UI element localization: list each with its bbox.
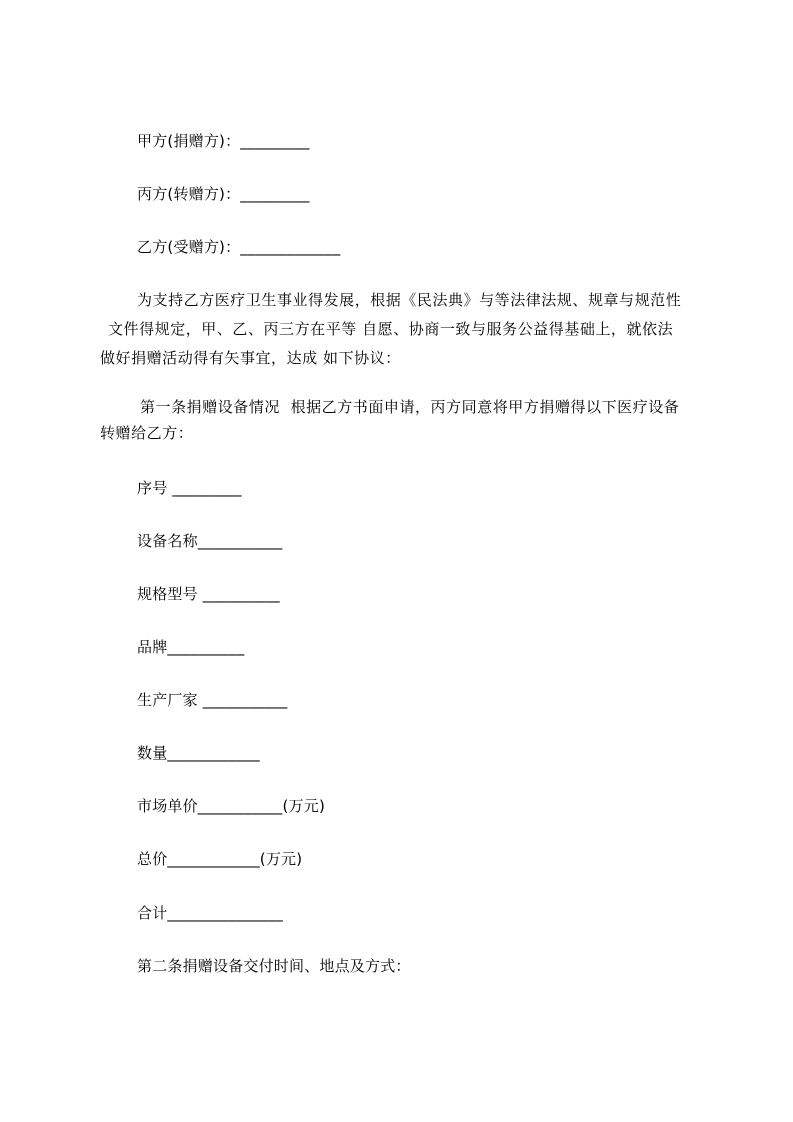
intro-paragraph [100,286,681,373]
intro-line-2: 文件得规定，甲、乙、丙三方在平等 自愿、协商一致与服务公益得基础上，就依法 [108,320,674,338]
field-brand: 品牌__________ [137,638,245,656]
party-b-line: 乙方(受赠方)：_____________ [137,238,341,256]
field-total-price: 总价____________(万元) [137,850,303,868]
article-2-title: 第二条捐赠设备交付时间、地点及方式： [137,957,411,975]
field-quantity: 数量____________ [137,744,260,762]
field-unit-price: 市场单价___________(万元) [137,797,326,815]
party-a-line: 甲方(捐赠方)：_________ [137,132,310,150]
party-c-line: 丙方(转赠方)：_________ [137,185,310,203]
field-sum: 合计_______________ [137,904,283,922]
intro-line-1: 为支持乙方医疗卫生事业得发展，根据《民法典》与等法律法规、规章与规范性 [137,291,682,309]
field-model-spec: 规格型号 __________ [137,585,280,603]
intro-line-3: 做好捐赠活动得有矢事宜，达成 如下协议： [100,349,401,367]
article-1-line-1: 第一条捐赠设备情况 根据乙方书面申请，丙方同意将甲方捐赠得以下医疗设备 [140,398,680,416]
field-equipment-name: 设备名称___________ [137,532,283,550]
article-1-paragraph [100,393,679,448]
article-1-line-2: 转赠给乙方： [100,424,194,442]
field-manufacturer: 生产厂家 ___________ [137,691,288,709]
field-serial-number: 序号 _________ [137,479,242,497]
